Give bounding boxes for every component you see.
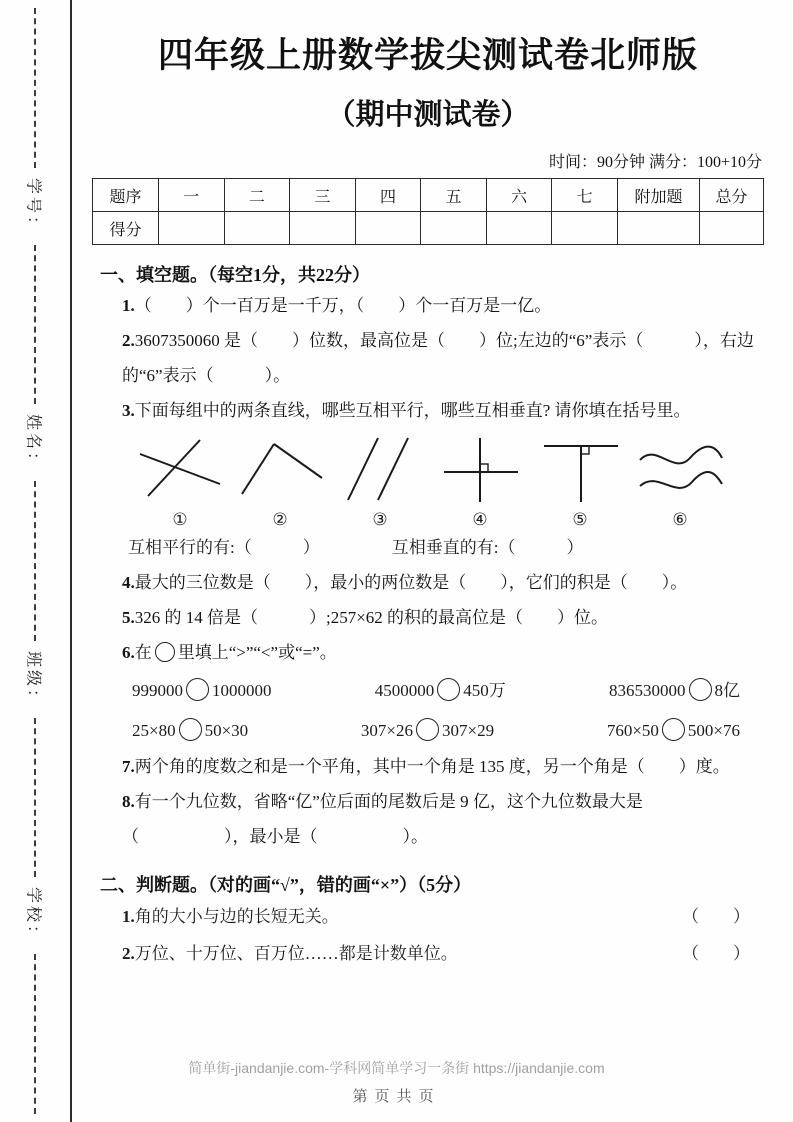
comparison-row-2 — [132, 711, 740, 751]
comparison-left: 307×26 — [360, 720, 413, 740]
score-cell — [159, 212, 225, 245]
figure-5-label: ⑤ — [572, 510, 588, 530]
comparison-circle-icon — [662, 718, 685, 741]
question-5 — [92, 601, 764, 636]
score-col-header: 二 — [224, 179, 290, 212]
comparison-circle-icon — [179, 718, 202, 741]
comparison-right: 50×30 — [204, 720, 249, 740]
score-col-header: 五 — [421, 179, 487, 212]
test-paper — [92, 0, 764, 972]
comparison-circle-icon — [416, 718, 439, 741]
binding-label-school: 学校： — [24, 887, 42, 945]
binding-dashed-line — [34, 8, 36, 168]
figure-6 — [636, 434, 724, 530]
question-4-number: 4. — [122, 573, 135, 593]
question-1-text: （ ）个一百万是一千万，（ ）个一百万是一亿。 — [134, 296, 552, 315]
judge-2-answer-blank: （ ） — [682, 943, 750, 963]
score-cell — [618, 212, 700, 245]
section-1-heading: 一、填空题。（每空1分，共22分） — [100, 265, 370, 285]
figure-6-label: ⑥ — [672, 510, 688, 530]
question-8-text: 有一个九位数，省略“亿”位后面的尾数后是 9 亿，这个九位数最大是（ ），最小是（ ）。 — [122, 792, 643, 847]
score-col-header: 附加题 — [618, 179, 700, 212]
score-col-header: 一 — [159, 179, 225, 212]
question-1 — [92, 289, 764, 324]
comparison-left: 760×50 — [606, 720, 659, 740]
score-cell — [290, 212, 356, 245]
score-cell — [421, 212, 487, 245]
perpendicular-cross-icon — [436, 434, 524, 506]
question-3-figures — [136, 434, 724, 530]
question-7-text: 两个角的度数之和是一个平角，其中一个角是 135 度，另一个角是（ ）度。 — [134, 757, 730, 777]
binding-label-student-id: 学号： — [24, 177, 42, 235]
comparison-left: 836530000 — [609, 680, 686, 700]
figure-2-label: ② — [272, 510, 288, 530]
page-title: 四年级上册数学拔尖测试卷北师版 — [157, 36, 698, 75]
figure-1-label: ① — [172, 510, 188, 530]
question-3 — [92, 394, 764, 429]
comparison-circle-icon — [186, 678, 209, 701]
comparison-row-1 — [132, 671, 740, 711]
score-row-label: 得分 — [93, 212, 159, 245]
binding-strip — [0, 0, 72, 1122]
time-and-score-info: 时间：90分钟 满分：100+10分 — [548, 154, 762, 171]
comparison-item — [609, 671, 740, 711]
judge-1-answer-blank: （ ） — [682, 907, 750, 926]
perpendicular-answer-blank: 互相垂直的有:（ ） — [391, 538, 584, 558]
score-table-header-row — [93, 179, 764, 212]
comparison-item — [361, 711, 494, 751]
score-table-score-row — [93, 212, 764, 245]
question-4 — [92, 566, 764, 601]
comparison-circle-icon — [689, 678, 712, 701]
crossing-lines-icon — [136, 434, 224, 506]
comparison-circle-icon — [437, 678, 460, 701]
question-1-number: 1. — [122, 296, 135, 315]
comparison-right: 450万 — [463, 680, 506, 700]
binding-dashed-line — [34, 481, 36, 641]
score-col-header: 题序 — [93, 179, 159, 212]
comparison-item — [132, 711, 248, 751]
question-6-text-post: 里填上“>”“<”或“=”。 — [177, 642, 337, 662]
judge-2-text: 万位、十万位、百万位……都是计数单位。 — [134, 943, 458, 963]
parallel-lines-icon — [336, 434, 424, 506]
binding-label-name: 姓名： — [24, 414, 42, 472]
comparison-right: 307×29 — [442, 720, 495, 740]
question-4-text: 最大的三位数是（ ），最小的两位数是（ ），它们的积是（ ）。 — [134, 573, 688, 593]
score-cell — [355, 212, 421, 245]
binding-dashed-line — [34, 245, 36, 405]
comparison-left: 4500000 — [374, 680, 435, 700]
question-3-answers — [92, 530, 764, 566]
score-cell — [486, 212, 552, 245]
comparison-item — [132, 671, 272, 711]
judge-1-number: 1. — [122, 907, 135, 926]
question-2-number: 2. — [122, 330, 135, 350]
figure-4 — [436, 434, 524, 530]
question-2-text: 3607350060 是（ ）位数，最高位是（ ）位;左边的“6”表示（ ），右边的“6”表示（ ）。 — [122, 330, 754, 385]
question-3-number: 3. — [122, 400, 135, 420]
blank-circle-icon — [155, 642, 175, 662]
figure-4-label: ④ — [472, 510, 488, 530]
question-2 — [92, 324, 764, 394]
score-cell — [700, 212, 764, 245]
score-col-header: 四 — [355, 179, 421, 212]
figure-1 — [136, 434, 224, 530]
comparison-item — [375, 671, 506, 711]
figure-5 — [536, 434, 624, 530]
question-6-text-pre: 在 — [134, 642, 152, 662]
angle-lines-icon — [236, 434, 324, 506]
judge-2-number: 2. — [122, 943, 135, 963]
page-subtitle: （期中测试卷） — [326, 99, 530, 131]
judge-question-1 — [92, 899, 764, 936]
figure-2 — [236, 434, 324, 530]
score-col-header: 六 — [486, 179, 552, 212]
score-col-header: 七 — [552, 179, 618, 212]
comparison-left: 999000 — [132, 680, 183, 700]
score-table — [92, 178, 764, 245]
page-number-line: 第页共页 — [352, 1089, 441, 1105]
comparison-right: 1000000 — [212, 680, 272, 700]
question-6 — [92, 636, 764, 671]
curved-lines-icon — [636, 434, 724, 506]
section-2-heading: 二、判断题。（对的画“√”，错的画“×”）（5分） — [100, 875, 472, 895]
score-col-header: 三 — [290, 179, 356, 212]
judge-1-text: 角的大小与边的长短无关。 — [134, 907, 339, 926]
binding-label-class: 班级： — [24, 650, 42, 708]
question-7 — [92, 750, 764, 785]
judge-question-2 — [92, 936, 764, 973]
score-cell — [224, 212, 290, 245]
comparison-right: 8亿 — [714, 680, 740, 700]
score-cell — [552, 212, 618, 245]
comparison-right: 500×76 — [687, 720, 740, 740]
question-6-number: 6. — [122, 642, 135, 662]
question-8 — [92, 785, 764, 855]
perpendicular-t-icon — [536, 434, 624, 506]
question-7-number: 7. — [122, 757, 135, 777]
question-5-text: 326 的 14 倍是（ ）;257×62 的积的最高位是（ ）位。 — [134, 607, 609, 627]
question-3-text: 下面每组中的两条直线，哪些互相平行，哪些互相垂直? 请你填在括号里。 — [134, 400, 691, 420]
comparison-item — [607, 711, 740, 751]
question-8-number: 8. — [122, 792, 135, 812]
score-col-header: 总分 — [700, 179, 764, 212]
figure-3 — [336, 434, 424, 530]
figure-3-label: ③ — [372, 510, 388, 530]
question-5-number: 5. — [122, 607, 135, 627]
comparison-left: 25×80 — [132, 720, 176, 740]
binding-dashed-line — [34, 718, 36, 878]
parallel-answer-blank: 互相平行的有:（ ） — [128, 538, 320, 558]
watermark-site-line: 简单街-jiandanjie.com-学科网简单学习一条街 https://jiandanjie.com — [188, 1060, 605, 1076]
